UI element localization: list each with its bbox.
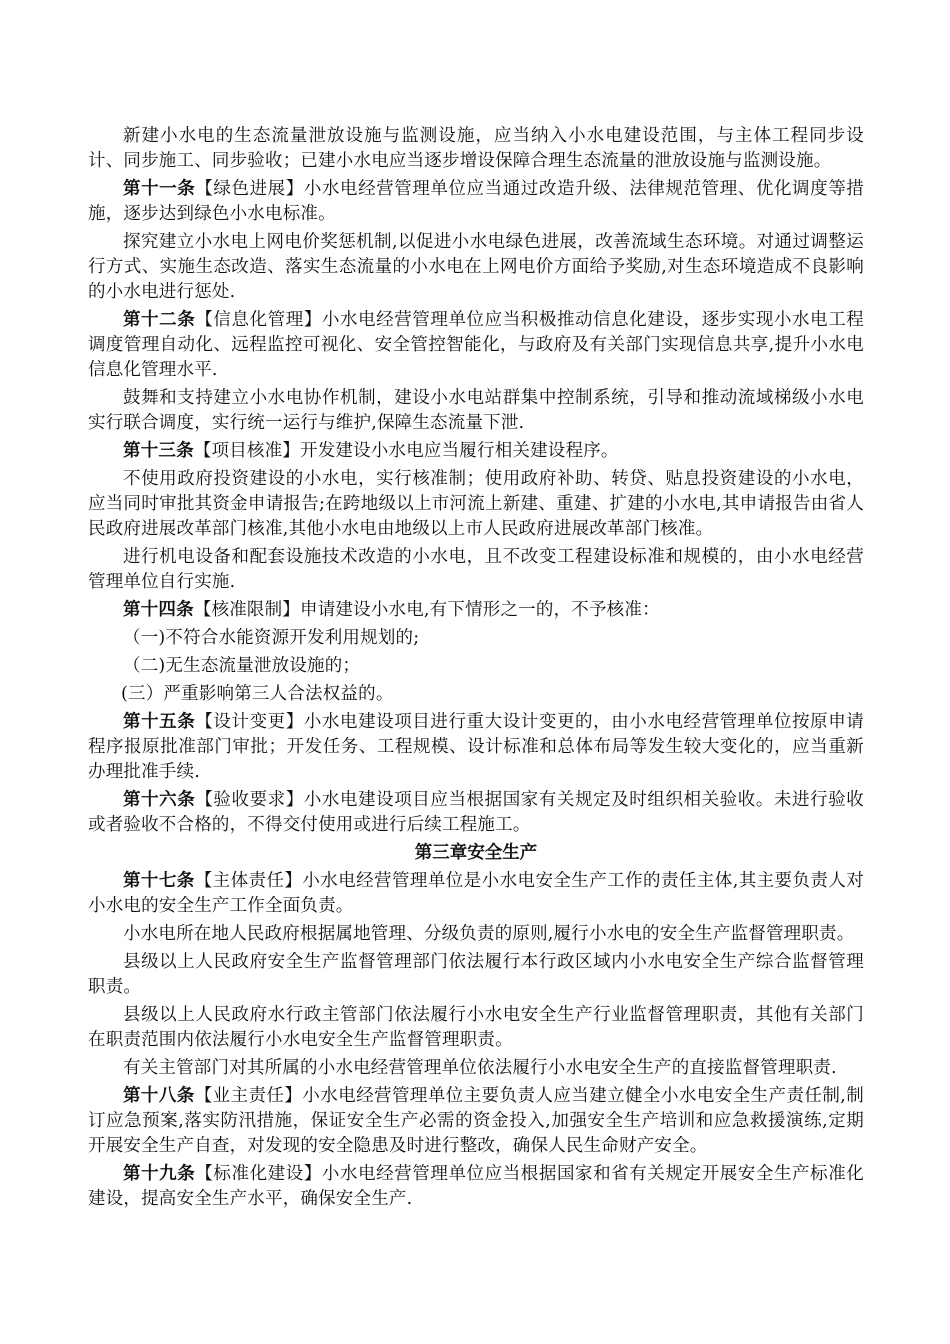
paragraph: 小水电所在地人民政府根据属地管理、分级负责的原则,履行小水电的安全生产监督管理职责。 bbox=[123, 924, 855, 944]
article-text: 【标准化建设】小水电经营管理单位应当根据国家和省有关规定开展安全生产标准化建设，提高安全生产水平，确保安全生产. bbox=[88, 1164, 864, 1209]
chapter-heading: 第三章安全生产 bbox=[414, 843, 538, 863]
article-text: 【信息化管理】小水电经营管理单位应当积极推动信息化建设，逐步实现小水电工程调度管理自动化、远程监控可视化、安全管控智能化，与政府及有关部门实现信息共享,提升小水电信息化管理水平. bbox=[88, 310, 864, 380]
article-12 bbox=[88, 308, 864, 383]
article-text: 【验收要求】小水电建设项目应当根据国家有关规定及时组织相关验收。未进行验收或者验收不合格的，不得交付使用或进行后续工程施工。 bbox=[88, 790, 864, 835]
article-17 bbox=[88, 869, 864, 919]
article-number: 第十八条 bbox=[123, 1086, 195, 1106]
article-13 bbox=[88, 439, 864, 464]
paragraph: 新建小水电的生态流量泄放设施与监测设施，应当纳入小水电建设范围，与主体工程同步设计、同步施工、同步验收；已建小水电应当逐步增设保障合理生态流量的泄放设施与监测设施。 bbox=[88, 126, 864, 171]
list-item: （二)无生态流量泄放设施的； bbox=[123, 656, 361, 676]
article-19 bbox=[88, 1162, 864, 1212]
article-18 bbox=[88, 1084, 864, 1159]
article-text: 【业主责任】小水电经营管理单位主要负责人应当建立健全小水电安全生产责任制,制订应急预案,落实防汛措施，保证安全生产必需的资金投入,加强安全生产培训和应急救援演练,定期开展安全生产自查，对发现的安全隐患及时进行整改，确保人民生命财产安全。 bbox=[88, 1086, 864, 1156]
article-15 bbox=[88, 710, 864, 785]
paragraph: 县级以上人民政府安全生产监督管理部门依法履行本行政区域内小水电安全生产综合监督管理职责。 bbox=[88, 952, 864, 997]
article-text: 【绿色进展】小水电经营管理单位应当通过改造升级、法律规范管理、优化调度等措施，逐步达到绿色小水电标准。 bbox=[88, 179, 864, 224]
paragraph: 有关主管部门对其所属的小水电经营管理单位依法履行小水电安全生产的直接监督管理职责. bbox=[123, 1058, 837, 1078]
list-item: (三）严重影响第三人合法权益的。 bbox=[121, 684, 394, 704]
article-number: 第十五条 bbox=[123, 712, 196, 732]
paragraph: 县级以上人民政府水行政主管部门依法履行小水电安全生产行业监督管理职责，其他有关部门在职责范围内依法履行小水电安全生产监督管理职责。 bbox=[88, 1005, 864, 1050]
article-number: 第十一条 bbox=[123, 179, 196, 199]
article-number: 第十七条 bbox=[123, 871, 195, 891]
paragraph: 不使用政府投资建设的小水电，实行核准制；使用政府补助、转贷、贴息投资建设的小水电，应当同时审批其资金申请报告;在跨地级以上市河流上新建、重建、扩建的小水电,其申请报告由省人民政府进展改革部门核准,其他小水电由地级以上市人民政府进展改革部门核准。 bbox=[88, 469, 864, 539]
paragraph: 探究建立小水电上网电价奖惩机制,以促进小水电绿色进展，改善流域生态环境。对通过调整运行方式、实施生态改造、落实生态流量的小水电在上网电价方面给予奖励,对生态环境造成不良影响的小水电进行惩处. bbox=[88, 232, 864, 302]
list-item: （一)不符合水能资源开发利用规划的; bbox=[123, 628, 420, 648]
article-14 bbox=[88, 598, 864, 623]
article-11 bbox=[88, 177, 864, 227]
article-number: 第十四条 bbox=[123, 600, 194, 620]
article-16 bbox=[88, 788, 864, 838]
article-text: 【主体责任】小水电经营管理单位是小水电安全生产工作的责任主体,其主要负责人对小水电的安全生产工作全面负责。 bbox=[88, 871, 864, 916]
paragraph: 进行机电设备和配套设施技术改造的小水电，且不改变工程建设标准和规模的，由小水电经营管理单位自行实施. bbox=[88, 547, 864, 592]
article-text: 【项目核准】开发建设小水电应当履行相关建设程序。 bbox=[193, 441, 619, 461]
article-number: 第十九条 bbox=[123, 1164, 196, 1184]
paragraph: 鼓舞和支持建立小水电协作机制，建设小水电站群集中控制系统，引导和推动流域梯级小水电实行联合调度，实行统一运行与维护,保障生态流量下泄. bbox=[88, 388, 864, 433]
article-text: 【核准限制】申请建设小水电,有下情形之一的，不予核准： bbox=[193, 600, 660, 620]
article-number: 第十二条 bbox=[123, 310, 196, 330]
article-number: 第十六条 bbox=[123, 790, 196, 810]
article-number: 第十三条 bbox=[123, 441, 194, 461]
article-text: 【设计变更】小水电建设项目进行重大设计变更的，由小水电经营管理单位按原申请程序报原批准部门审批；开发任务、工程规模、设计标准和总体布局等发生较大变化的，应当重新办理批准手续. bbox=[88, 712, 864, 782]
